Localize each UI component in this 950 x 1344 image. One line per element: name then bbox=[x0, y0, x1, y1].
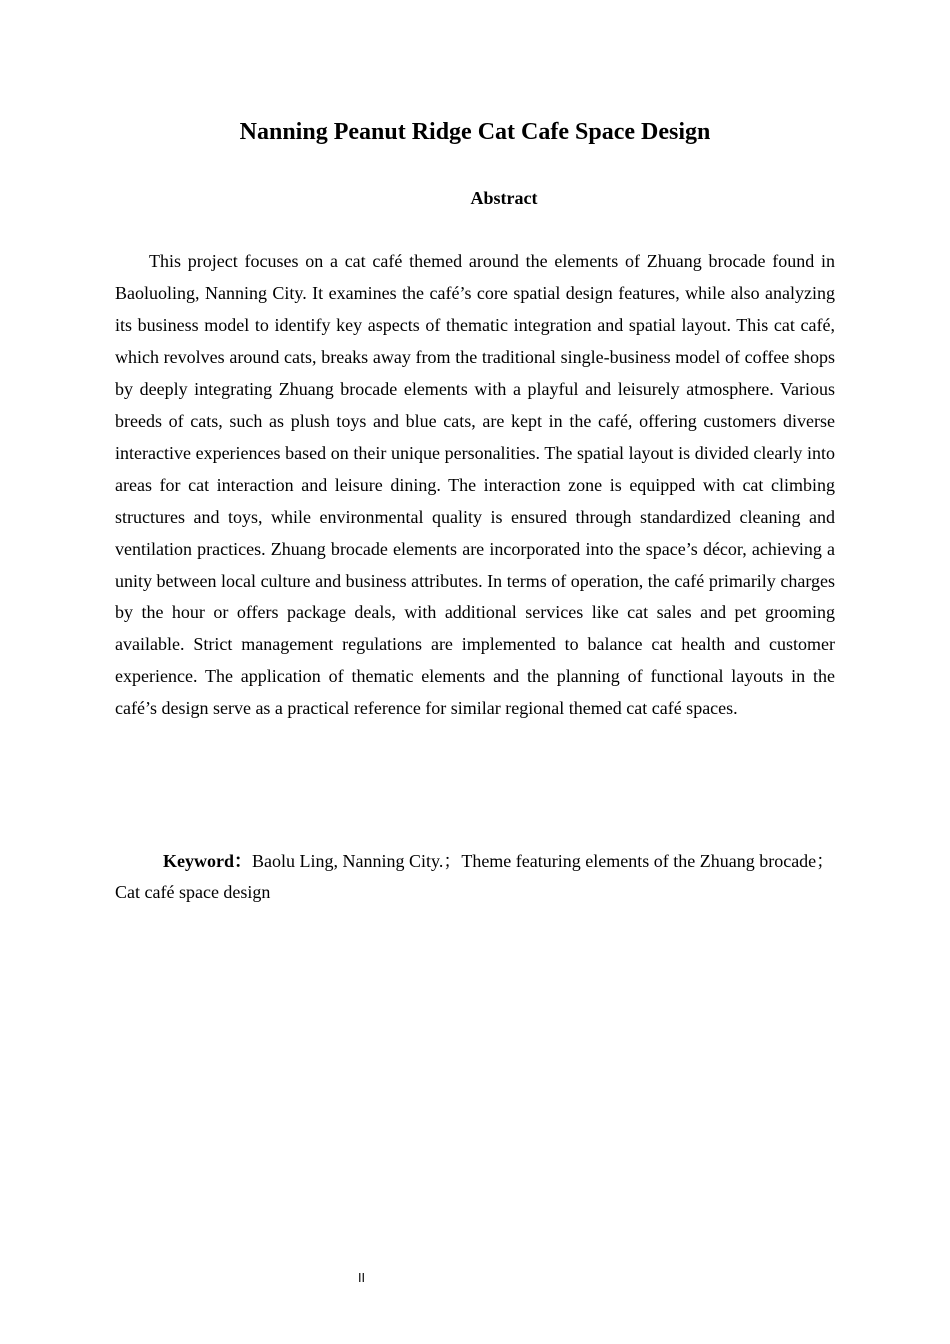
keywords-text: Baolu Ling, Nanning City.；Theme featuring elements of the Zhuang brocade；Cat café space design bbox=[115, 851, 835, 902]
document-title: Nanning Peanut Ridge Cat Cafe Space Design bbox=[239, 119, 711, 145]
keywords-paragraph bbox=[115, 846, 835, 908]
abstract-body: This project focuses on a cat café themed around the elements of Zhuang brocade found in Baoluoling, Nanning City. It examines the café’s core spatial design features, while also analyzing its business model to identify key aspects of thematic integration and spatial layout. This cat café, which revolves around cats, breaks away from the traditional single-business model of coffee shops by deeply integrating Zhuang brocade elements with a playful and leisurely atmosphere. Various breeds of cats, such as plush toys and blue cats, are kept in the café, offering customers diverse interactive experiences based on their unique personalities. The spatial layout is divided clearly into areas for cat interaction and leisure dining. The interaction zone is equipped with cat climbing structures and toys, while environmental quality is ensured through standardized cleaning and ventilation practices. Zhuang brocade elements are incorporated into the space’s décor, achieving a unity between local culture and business attributes. In terms of operation, the café primarily charges by the hour or offers package deals, with additional services like cat sales and pet grooming available. Strict management regulations are implemented to balance cat health and customer experience. The application of thematic elements and the planning of functional layouts in the café’s design serve as a practical reference for similar regional themed cat café spaces. bbox=[115, 251, 835, 719]
page-number: II bbox=[358, 1271, 366, 1285]
keywords-label: Keyword： bbox=[163, 851, 252, 871]
abstract-heading: Abstract bbox=[470, 188, 538, 208]
